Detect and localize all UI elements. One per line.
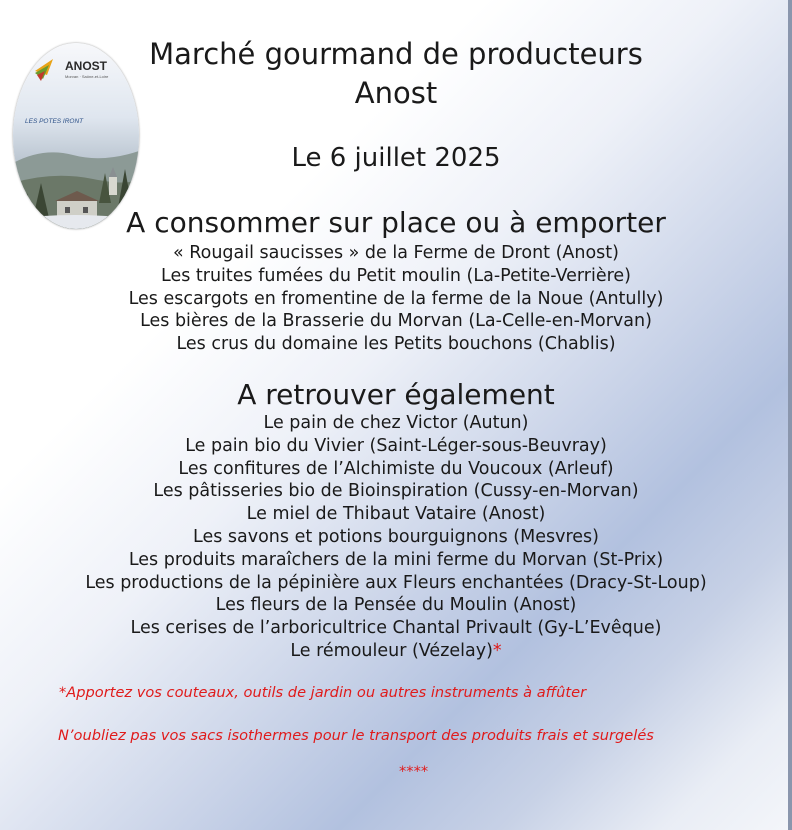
list-item-remouleur <box>0 640 792 663</box>
section-onsite-heading: A consommer sur place ou à emporter <box>126 206 666 239</box>
page-edge <box>788 0 792 830</box>
logo-caption: LES POTES IRONT <box>25 118 84 125</box>
list-item: Les bières de la Brasserie du Morvan (La-Celle-en-Morvan) <box>140 311 652 332</box>
list-item: Les productions de la pépinière aux Fleurs enchantées (Dracy-St-Loup) <box>85 572 707 593</box>
list-item: Les fleurs de la Pensée du Moulin (Anost) <box>215 595 577 616</box>
title-line-2: Anost <box>354 76 438 110</box>
footnote-marker: * <box>492 640 502 661</box>
note-knives: *Apportez vos couteaux, outils de jardin ou autres instruments à affûter <box>59 684 587 701</box>
logo-tagline: Morvan · Saône-et-Loire <box>65 74 109 79</box>
list-item: Les crus du domaine les Petits bouchons (Chablis) <box>176 334 616 355</box>
list-item: Le pain de chez Victor (Autun) <box>263 413 529 433</box>
list-item: « Rougail saucisses » de la Ferme de Dront (Anost) <box>172 243 619 263</box>
list-item: Les escargots en fromentine de la ferme de la Noue (Antully) <box>128 288 664 309</box>
list-item: Les cerises de l’arboricultrice Chantal Privault (Gy-L’Evêque) <box>130 618 662 639</box>
logo-brand: ANOST <box>65 59 107 73</box>
section-also-list <box>0 412 792 663</box>
list-item: Les confitures de l’Alchimiste du Voucoux (Arleuf) <box>178 458 614 479</box>
list-item: Les produits maraîchers de la mini ferme du Morvan (St-Prix) <box>128 549 664 570</box>
note-stars: **** <box>399 763 429 780</box>
remouleur-label: Le rémouleur (Vézelay) <box>290 640 493 661</box>
section-onsite-list <box>0 242 792 356</box>
list-item: Les truites fumées du Petit moulin (La-Petite-Verrière) <box>161 265 631 286</box>
list-item: Les pâtisseries bio de Bioinspiration (Cussy-en-Morvan) <box>153 481 639 502</box>
title-line-1: Marché gourmand de producteurs <box>149 37 643 71</box>
list-item: Le miel de Thibaut Vataire (Anost) <box>246 504 546 525</box>
list-item: Les savons et potions bourguignons (Mesvres) <box>193 526 599 547</box>
list-item: Le pain bio du Vivier (Saint-Léger-sous-Beuvray) <box>185 435 607 456</box>
note-bags: N’oubliez pas vos sacs isothermes pour le transport des produits frais et surgelés <box>58 727 654 744</box>
section-also-heading: A retrouver également <box>237 378 555 411</box>
event-date: Le 6 juillet 2025 <box>291 143 501 173</box>
